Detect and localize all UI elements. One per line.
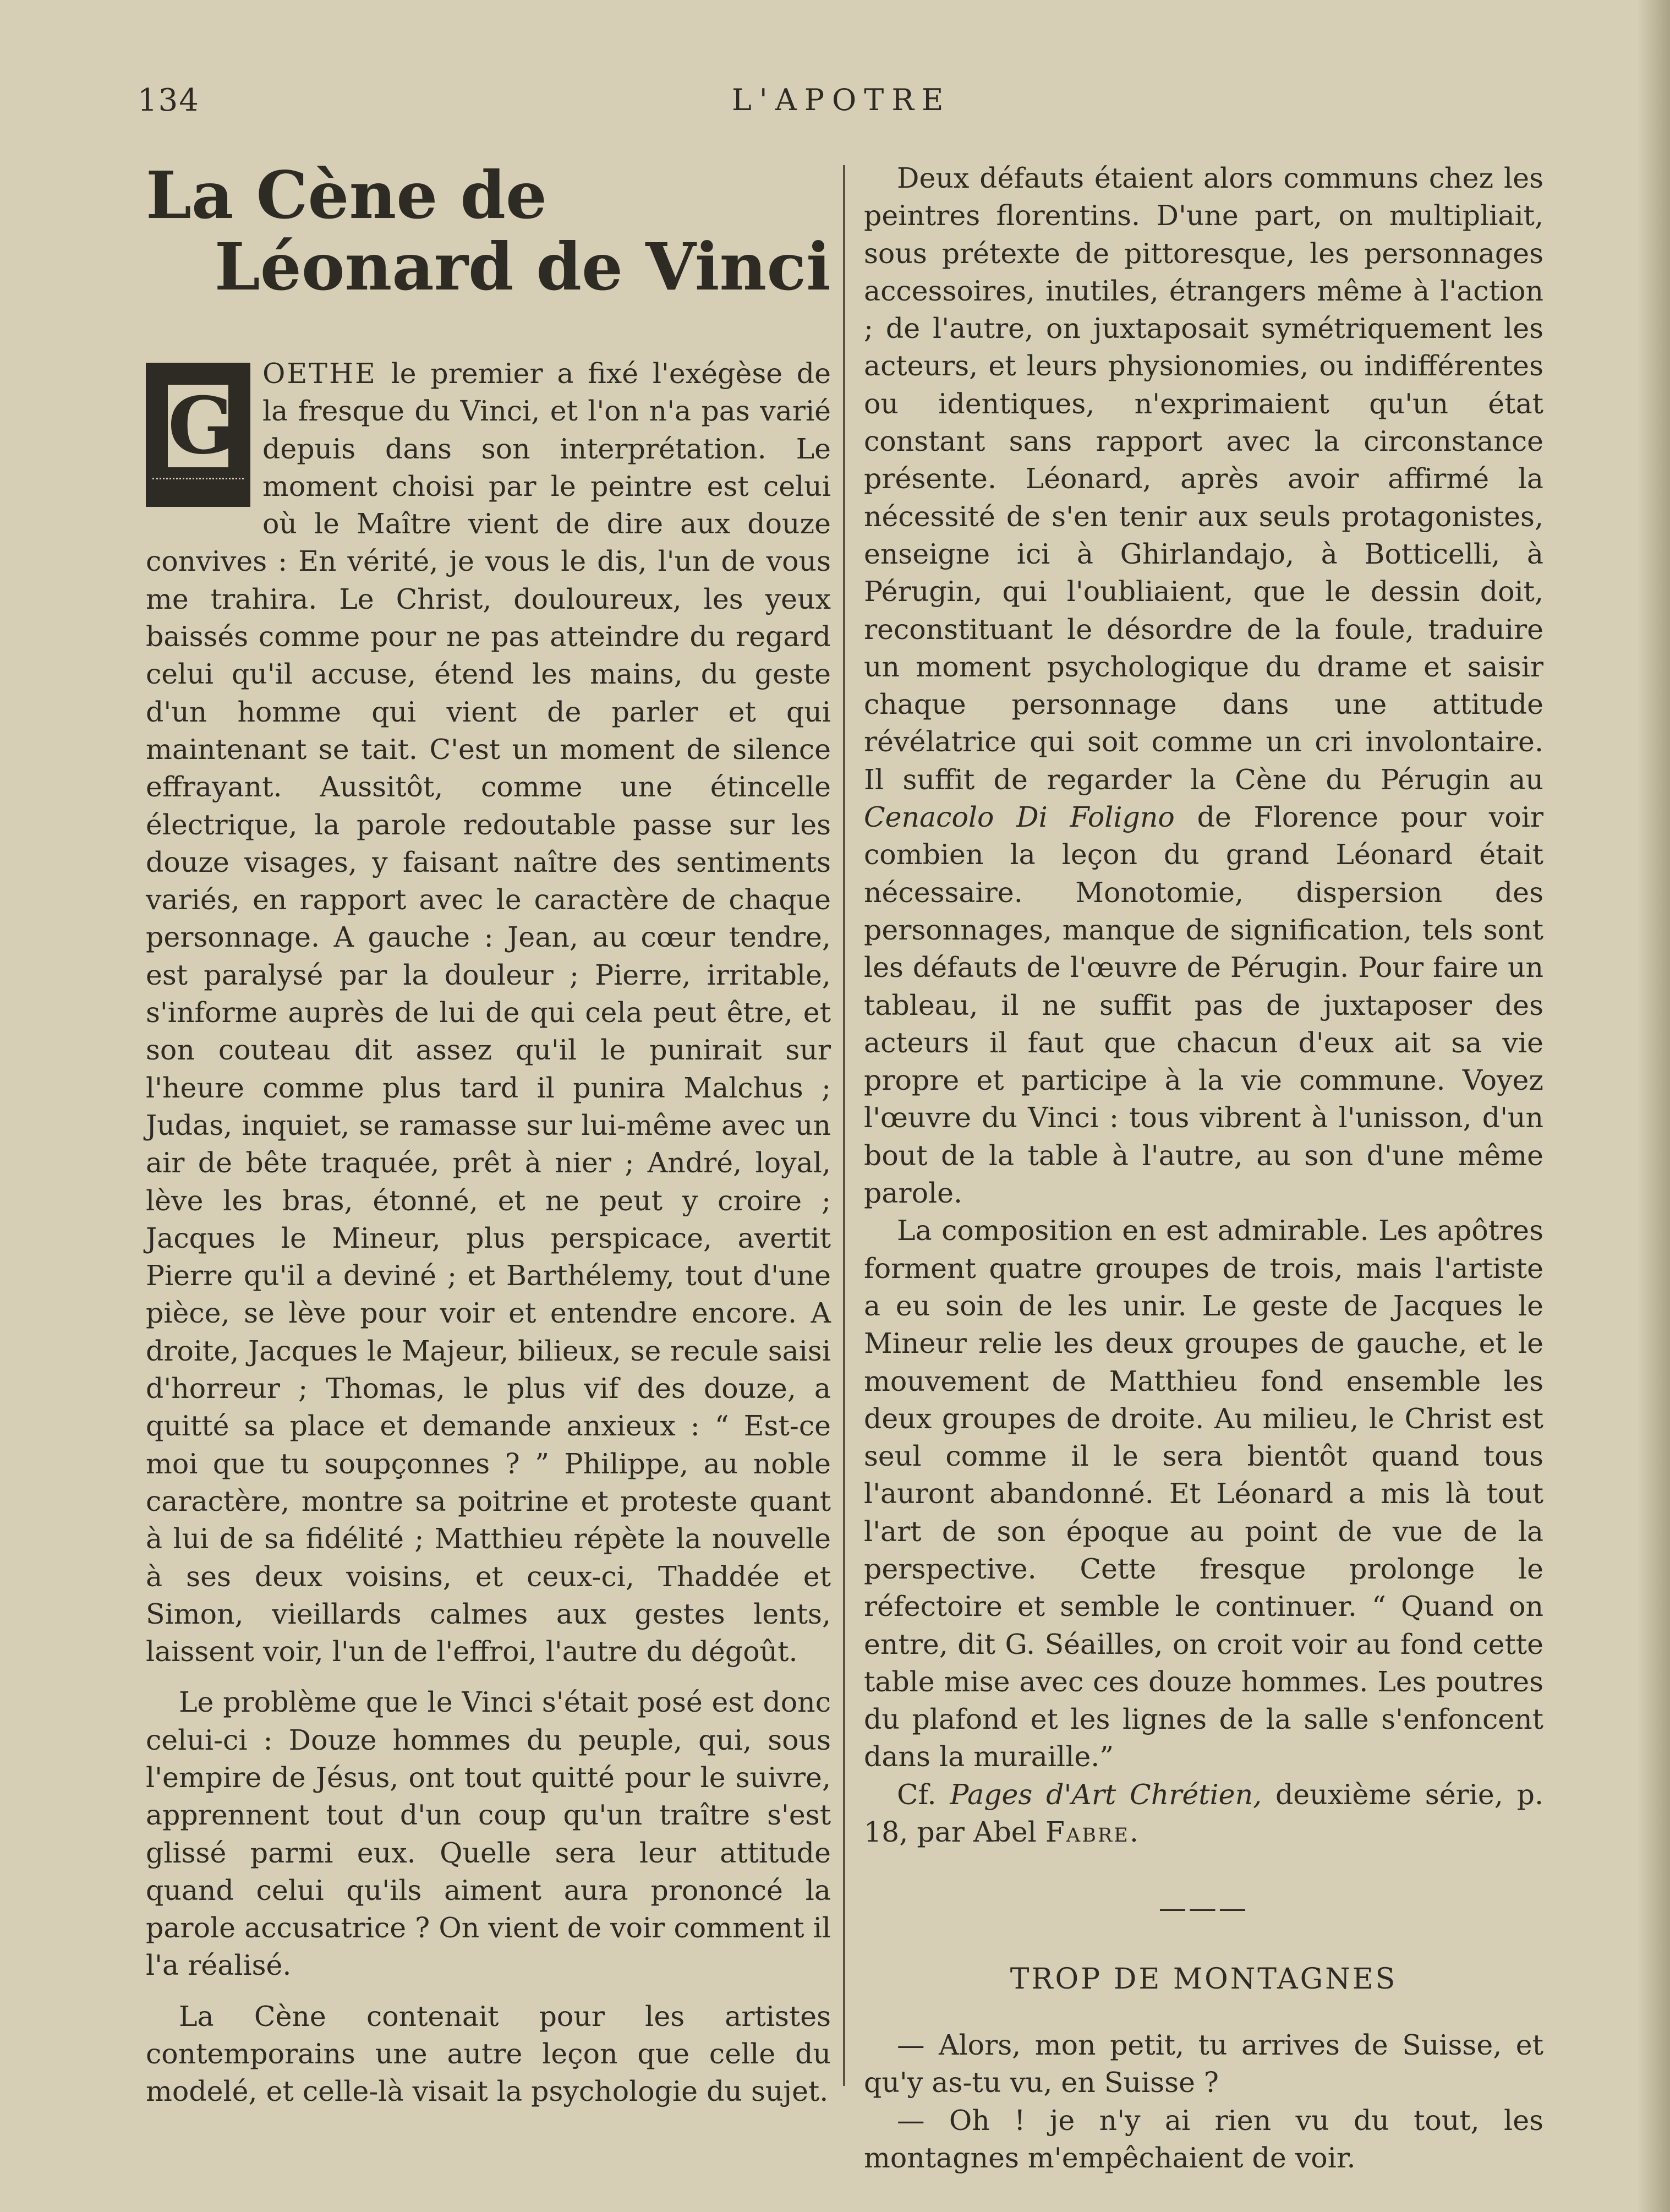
column-divider [843, 165, 845, 2086]
article-title [146, 157, 831, 305]
paragraph-1 [146, 355, 831, 1670]
paragraph-4 [864, 160, 1543, 1212]
dropcap-letter: G [168, 380, 235, 472]
paragraph-2: Le problème que le Vinci s'était posé est donc celui-ci : Douze hommes du peuple, qui, sous l'empire de Jésus, ont tout quitté pour le suivre, apprennent tout d'un coup qu'un traître s'est glissé parmi eux. Quelle sera leur attitude quand celui qu'ils aiment aura prononcé la parole accusatrice ? On vient de voir comment il l'a réalisé. [146, 1686, 831, 1982]
running-head: L'APOTRE [732, 83, 951, 117]
anecdote-title: TROP DE MONTAGNES [1010, 1962, 1398, 1996]
section-separator: ——— [1158, 1892, 1249, 1925]
left-column [146, 157, 831, 2111]
citation-author: Fabre [1045, 1816, 1130, 1849]
citation-title: Pages d'Art Chrétien, [950, 1778, 1262, 1811]
paragraph-1-text: le premier a fixé l'exégèse de la fresque du Vinci, et l'on n'a pas varié depuis dans son interprétation. Le moment choisi par le peintre est celui où le Maître vient de dire aux douze convives : En vérité, je vous le dis, l'un de vous me trahira. Le Christ, douloureux, les yeux baissés comme pour ne pas atteindre du regard celui qu'il accuse, étend les mains, du geste d'un homme qui vient de parler et qui maintenant se tait. C'est un moment de silence effrayant. Aussitôt, comme une étincelle électrique, la parole redoutable passe sur les douze visages, y faisant naître des sentiments variés, en rapport avec le caractère de chaque personnage. A gauche : Jean, au cœur tendre, est paralysé par la douleur ; Pierre, irritable, s'informe auprès de lui de qui cela peut être, et son couteau dit assez qu'il le punirait sur l'heure comme plus tard il punira Malchus ; Judas, inquiet, se ramasse sur lui-même avec un air de bête traquée, prêt à nier ; André, loyal, lève les bras, étonné, et ne peut y croire ; Jacques le Mineur, plus perspicace, avertit Pierre qu'il a deviné ; et Barthélemy, tout d'une pièce, se lève pour voir et entendre encore. A droite, Jacques le Majeur, bilieux, se recule saisi d'horreur ; Thomas, le plus vif des douze, a quitté sa place et demande anxieux : “ Est-ce moi que tu soupçonnes ? ” Philippe, au noble caractère, montre sa poitrine et proteste quant à lui de sa fidélité ; Matthieu répète la nouvelle à ses deux voisins, et ceux-ci, Thaddée et Simon, vieillards calmes aux gestes lents, laissent voir, l'un de l'effroi, l'autre du dégoût. [146, 357, 831, 1668]
citation-mid: deuxième série, p. 18, par Abel [864, 1778, 1543, 1849]
title-line-1: La Cène de [146, 157, 547, 233]
ornament-icon [152, 478, 244, 501]
dropcap-ornament [146, 363, 250, 507]
right-column [864, 160, 1543, 2177]
anecdote-line-2: — Oh ! je n'y ai rien vu du tout, les montagnes m'empêchaient de voir. [864, 2104, 1543, 2174]
anecdote-line-1: — Alors, mon petit, tu arrives de Suisse, et qu'y as-tu vu, en Suisse ? [864, 2028, 1543, 2099]
page-edge-shadow [1637, 0, 1670, 2212]
title-line-2: Léonard de Vinci [214, 228, 831, 305]
paragraph-4-italic: Cenacolo Di Foligno [864, 801, 1175, 834]
citation-end: . [1129, 1816, 1138, 1849]
paragraph-4-end: de Florence pour voir combien la leçon du grand Léonard était nécessaire. Monotomie, dispersion des personnages, manque de signification, tels sont les défauts de l'œuvre de Pérugin. Pour faire un tableau, il ne suffit pas de juxtaposer des acteurs il faut que chacun d'eux ait sa vie propre et participe à la vie commune. Voyez l'œuvre du Vinci : tous vibrent à l'unisson, d'un bout de la table à l'autre, au son d'une même parole. [864, 801, 1544, 1210]
citation [864, 1776, 1543, 1851]
paragraph-3: La Cène contenait pour les artistes contemporains une autre leçon que celle du modelé, et celle-là visait la psychologie du sujet. [146, 2000, 831, 2108]
paragraph-5: La composition en est admirable. Les apôtres forment quatre groupes de trois, mais l'artiste a eu soin de les unir. Le geste de Jacques le Mineur relie les deux groupes de gauche, et le mouvement de Matthieu fond ensemble les deux groupes de droite. Au milieu, le Christ est seul comme il le sera bientôt quand tous l'auront abandonné. Et Léonard a mis là tout l'art de son époque au point de vue de la perspective. Cette fresque prolonge le réfectoire et semble le continuer. “ Quand on entre, dit G. Séailles, on croit voir au fond cette table mise avec ces douze hommes. Les poutres du plafond et les lignes de la salle s'enfoncent dans la muraille.” [864, 1214, 1543, 1773]
citation-prefix: Cf. [897, 1778, 950, 1811]
first-word: OETHE [262, 357, 377, 390]
page-header [138, 83, 1535, 127]
paragraph-4-text: Deux défauts étaient alors communs chez les peintres florentins. D'une part, on multipliait, sous prétexte de pittoresque, les personnages accessoires, inutiles, étrangers même à l'action ; de l'autre, on juxtaposait symétriquement les acteurs, et leurs physionomies, ou indifférentes ou identiques, n'exprimaient qu'un état constant sans rapport avec la circonstance présente. Léonard, après avoir affirmé la nécessité de s'en tenir aux seuls protagonistes, enseigne ici à Ghirlandajo, à Botticelli, à Pérugin, qui l'oubliaient, que le dessin doit, reconstituant le désordre de la foule, traduire un moment psychologique du drame et saisir chaque personnage dans une attitude révélatrice qui soit comme un cri involontaire. Il suffit de regarder la Cène du Pérugin au [864, 162, 1543, 796]
page-number: 134 [138, 83, 200, 118]
